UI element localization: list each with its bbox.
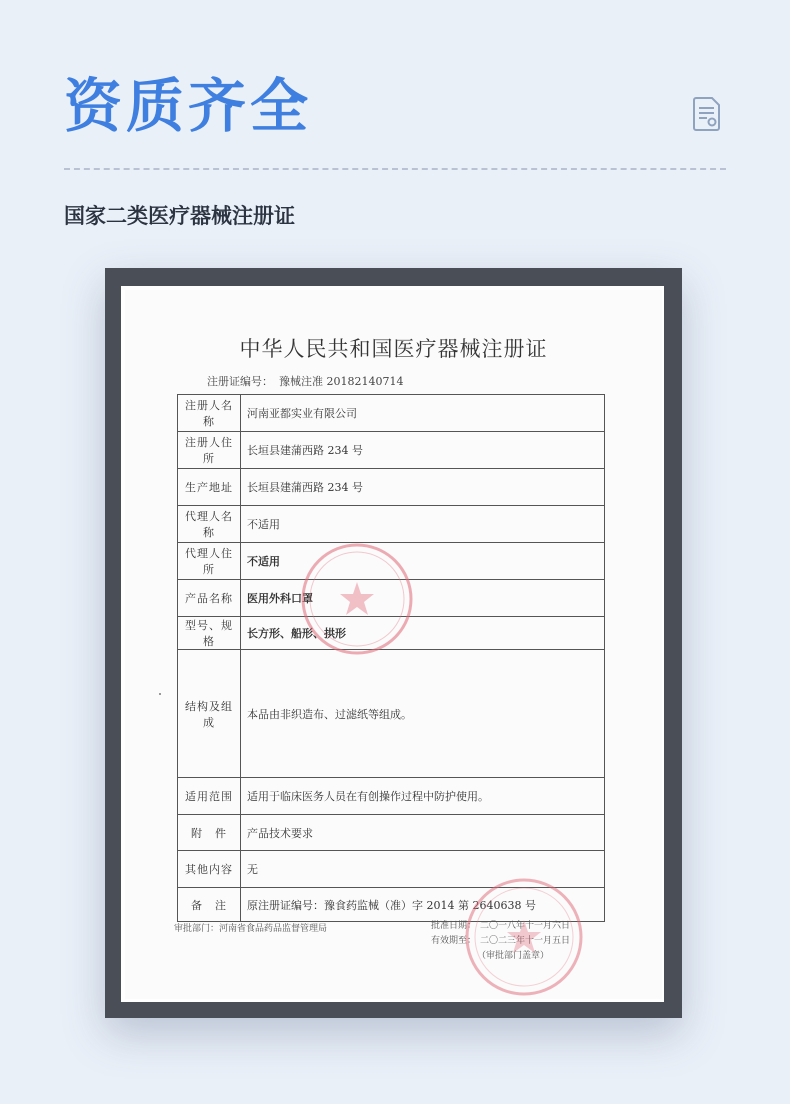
row-value: 医用外科口罩 bbox=[241, 580, 605, 617]
certificate-title: 中华人民共和国医疗器械注册证 bbox=[239, 337, 548, 361]
page-headline: 资质齐全 bbox=[64, 72, 313, 140]
row-value: 原注册证编号：豫食药监械（准）字 2014 第 2640638 号 bbox=[241, 888, 605, 922]
row-label: 型号、规格 bbox=[178, 617, 241, 650]
row-value: 长垣县建蒲西路 234 号 bbox=[241, 469, 605, 506]
approval-department bbox=[174, 921, 327, 934]
row-value: 不适用 bbox=[241, 506, 605, 543]
row-value: 本品由非织造布、过滤纸等组成。 bbox=[241, 650, 605, 778]
official-seal bbox=[298, 540, 416, 658]
dashed-divider bbox=[64, 168, 726, 170]
approval-department-label: 审批部门： bbox=[174, 924, 220, 934]
registration-number bbox=[207, 373, 403, 389]
document-certificate-icon bbox=[693, 97, 721, 131]
scan-speck bbox=[159, 693, 161, 695]
row-label: 备 注 bbox=[178, 888, 241, 922]
section-subtitle: 国家二类医疗器械注册证 bbox=[64, 204, 295, 228]
row-label: 代理人住所 bbox=[178, 543, 241, 580]
registration-number-label: 注册证编号： bbox=[207, 375, 273, 388]
table-row bbox=[178, 506, 605, 543]
table-row bbox=[178, 432, 605, 469]
registration-number-value: 豫械注准 20182140714 bbox=[279, 375, 404, 388]
row-value: 无 bbox=[241, 851, 605, 888]
row-label: 注册人住所 bbox=[178, 432, 241, 469]
certificate-document bbox=[125, 290, 662, 999]
row-label: 结构及组成 bbox=[178, 650, 241, 778]
table-row bbox=[178, 650, 605, 778]
valid-until-label: 有效期至： bbox=[431, 936, 477, 946]
row-value: 不适用 bbox=[241, 543, 605, 580]
valid-until-value: 二〇二三年十一月五日 bbox=[480, 936, 571, 946]
row-label: 代理人名称 bbox=[178, 506, 241, 543]
row-label: 生产地址 bbox=[178, 469, 241, 506]
row-label: 适用范围 bbox=[178, 778, 241, 815]
row-value: 河南亚都实业有限公司 bbox=[241, 395, 605, 432]
row-label: 产品名称 bbox=[178, 580, 241, 617]
row-value: 适用于临床医务人员在有创操作过程中防护使用。 bbox=[241, 778, 605, 815]
approval-date-label: 批准日期： bbox=[431, 921, 477, 931]
table-row bbox=[178, 395, 605, 432]
approval-department-value: 河南省食品药品监督管理局 bbox=[219, 924, 328, 934]
row-value: 长垣县建蒲西路 234 号 bbox=[241, 432, 605, 469]
row-label: 其他内容 bbox=[178, 851, 241, 888]
table-row bbox=[178, 469, 605, 506]
approval-date-value: 二〇一八年十一月六日 bbox=[480, 921, 571, 931]
official-seal bbox=[462, 875, 586, 999]
row-label: 注册人名称 bbox=[178, 395, 241, 432]
stamp-note: （审批部门盖章） bbox=[477, 951, 550, 961]
table-row bbox=[178, 815, 605, 851]
table-row bbox=[178, 778, 605, 815]
row-label: 附 件 bbox=[178, 815, 241, 851]
certificate-table bbox=[177, 394, 605, 922]
row-value: 长方形、船形、拱形 bbox=[241, 617, 605, 650]
row-value: 产品技术要求 bbox=[241, 815, 605, 851]
